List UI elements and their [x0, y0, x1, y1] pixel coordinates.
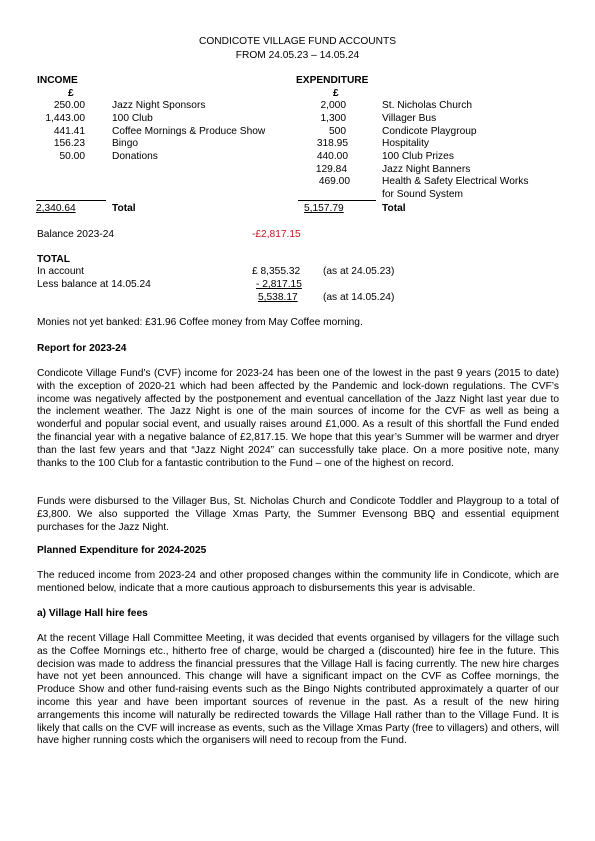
planned-paragraph — [37, 570, 559, 596]
expenditure-amount: 469.00 — [318, 176, 350, 187]
total-heading: TOTAL — [37, 254, 71, 265]
expenditure-amount: 500 — [329, 126, 346, 137]
expenditure-label: 100 Club Prizes — [382, 151, 454, 162]
income-label: Coffee Mornings & Produce Show — [112, 126, 266, 137]
income-heading: INCOME — [37, 75, 78, 86]
document-period: FROM 24.05.23 – 14.05.24 — [235, 50, 360, 61]
in-account-note: (as at 24.05.23) — [323, 266, 395, 277]
expenditure-heading: EXPENDITURE — [296, 75, 369, 86]
funds-paragraph-text: Funds were disbursed to the Villager Bus, St. Nicholas Church and Condicote Toddler and Playgroup to a total of £3,800. We also supported the Village Xmas Party, the Summer Evensong BBQ and essential equipment purchases for the Jazz Night. — [37, 496, 559, 533]
village-hall-paragraph — [37, 633, 559, 748]
document-title: CONDICOTE VILLAGE FUND ACCOUNTS — [199, 36, 396, 47]
expenditure-amount: 1,300 — [320, 113, 346, 124]
expenditure-label: Villager Bus — [382, 113, 437, 124]
monies-note: Monies not yet banked: £31.96 Coffee money from May Coffee morning. — [37, 317, 363, 328]
report-paragraph-text: Condicote Village Fund’s (CVF) income for 2023-24 has been one of the lowest in the past 9 years (2015 to date) with the exception of 2020-21 which had been affected by the Pandemic and lock-down regulations. The CVF’s income was negatively affected by the postponement and eventual cancellation of the Jazz Night last year due to the inclement weather. The Jazz Night is one of the main sources of income for the CVF as well as being a wonderful and popular social event, and usually raises around £1,000. As a result of this shortfall the Fund ended the financial year with a negative balance of £2,817.15. We hope that this year’s Summer will be warmer and dryer than the last few years and that “Jazz Night 2024” can successfully take place. On a more positive note, many thanks to the 100 Club for a fantastic contribution to the Fund – one of the highest on record. — [37, 368, 559, 469]
income-amount: 250.00 — [53, 100, 85, 111]
income-label: Donations — [112, 151, 158, 162]
expenditure-total-label: Total — [382, 203, 406, 214]
income-label: Bingo — [112, 138, 139, 149]
report-paragraph — [37, 368, 559, 470]
income-total-rule — [36, 200, 106, 201]
income-total-amount: 2,340.64 — [36, 203, 76, 214]
expenditure-label: Condicote Playgroup — [382, 126, 477, 137]
expenditure-label: Health & Safety Electrical Works — [382, 176, 529, 187]
income-amount: 156.23 — [53, 138, 85, 149]
balance-label: Balance 2023-24 — [37, 229, 115, 240]
expenditure-amount: 318.95 — [316, 138, 348, 149]
planned-paragraph-text: The reduced income from 2023-24 and other proposed changes within the community life in Condicote, which are mentioned below, indicate that a more cautious approach to disbursements this year is advisable. — [37, 570, 559, 594]
expenditure-label: Jazz Night Banners — [382, 164, 471, 175]
village-hall-paragraph-text: At the recent Village Hall Committee Meeting, it was decided that events organised by villagers for the village such as the Coffee Mornings etc., hitherto free of charge, would be charged a (discounted) hire fee in the future. This decision was made to address the financial pressures that the Village Hall is facing currently. The new hire charges have not yet been announced. This change will have a significant impact on the CVF as Coffee mornings, the Produce Show and other fund-raising events such as the Bingo Nights contributed approximately a quarter of our income this year and have been important sources of revenue in the past. As a result of the new hiring arrangements this income will naturally be redirected towards the Village Hall rather than to the Village Fund. It is likely that calls on the CVF will increase as events, such as the Village Xmas Party (free to villagers) and others, will have higher running costs which the organisers will need to recoup from the Fund. — [37, 633, 559, 747]
income-label: 100 Club — [112, 113, 153, 124]
expenditure-currency: £ — [333, 88, 339, 99]
expenditure-total-rule — [298, 200, 376, 201]
expenditure-label: St. Nicholas Church — [382, 100, 473, 111]
in-account-label: In account — [37, 266, 85, 277]
report-paragraph-funds — [37, 496, 559, 534]
planned-heading: Planned Expenditure for 2024-2025 — [37, 545, 207, 556]
in-account-value: £ 8,355.32 — [252, 266, 301, 277]
income-currency: £ — [68, 88, 74, 99]
final-balance-note: (as at 14.05.24) — [323, 292, 395, 303]
final-balance-value: 5,538.17 — [258, 292, 298, 303]
village-hall-heading: a) Village Hall hire fees — [37, 608, 148, 619]
income-amount: 441.41 — [53, 126, 85, 137]
expenditure-label-continued: for Sound System — [382, 189, 463, 200]
expenditure-amount: 129.84 — [315, 164, 347, 175]
expenditure-label: Hospitality — [382, 138, 429, 149]
income-amount: 1,443.00 — [45, 113, 85, 124]
expenditure-amount: 2,000 — [320, 100, 346, 111]
income-amount: 50.00 — [59, 151, 85, 162]
balance-value: -£2,817.15 — [252, 229, 301, 240]
less-balance-value: - 2,817.15 — [256, 279, 302, 290]
less-balance-label: Less balance at 14.05.24 — [37, 279, 151, 290]
expenditure-amount: 440.00 — [316, 151, 348, 162]
expenditure-total-amount: 5,157.79 — [304, 203, 344, 214]
income-total-label: Total — [112, 203, 136, 214]
income-label: Jazz Night Sponsors — [112, 100, 206, 111]
report-heading: Report for 2023-24 — [37, 343, 127, 354]
